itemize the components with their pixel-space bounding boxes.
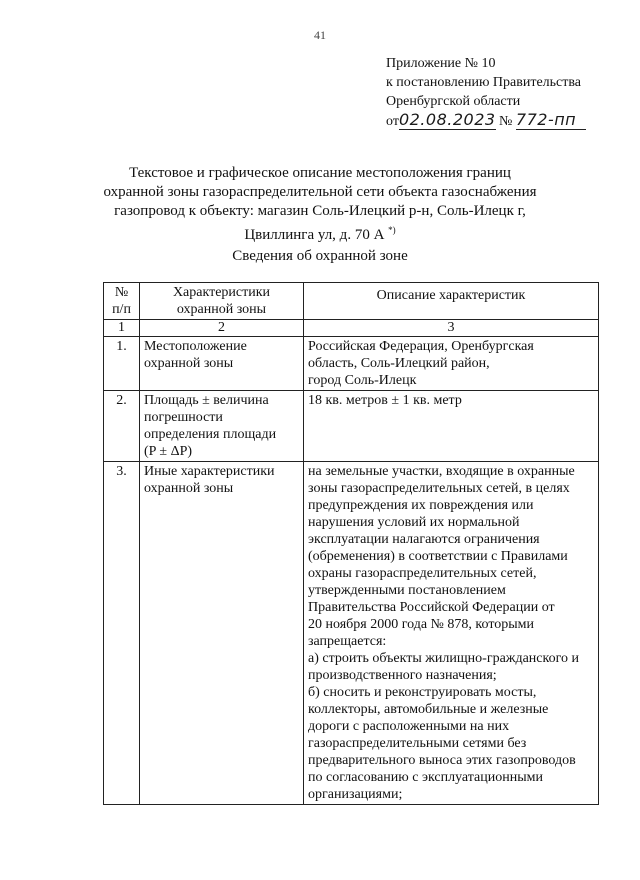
index-cell-3: 3 xyxy=(304,320,599,337)
table-row xyxy=(104,337,599,391)
appendix-block xyxy=(386,54,636,131)
handwritten-date: 02.08.2023 xyxy=(398,110,496,129)
row-1-char-line: Местоположение xyxy=(144,339,247,354)
page-number: 41 xyxy=(314,28,326,42)
row-3-desc-line: газораспределительными сетями без xyxy=(308,736,527,751)
row-1-char-line: охранной зоны xyxy=(144,356,234,371)
row-2-char-line: Площадь ± величина xyxy=(144,393,269,408)
row-3-desc-line: организациями; xyxy=(308,787,403,802)
appendix-region: Оренбургской области xyxy=(386,94,521,109)
title-line-4-text: Цвиллинга ул, д. 70 А xyxy=(244,227,385,243)
header-characteristics-line-1: Характеристики xyxy=(172,285,271,300)
row-1-number: 1. xyxy=(104,337,140,391)
row-3-desc-line: зоны газораспределительных сетей, в целях xyxy=(308,481,570,496)
row-1-desc-line: область, Соль-Илецкий район, xyxy=(308,356,490,371)
title-line-4 xyxy=(0,221,640,245)
row-3-desc-line: эксплуатации налагаются ограничения xyxy=(308,532,540,547)
row-2-char-line: определения площади xyxy=(144,427,277,442)
table-header-row xyxy=(104,283,599,320)
row-2-char-line: (P ± ΔP) xyxy=(144,444,193,459)
row-3-desc-line: по согласованию с эксплуатационными xyxy=(308,770,543,785)
row-3-desc-line: Правительства Российской Федерации от xyxy=(308,600,555,615)
row-2-characteristic xyxy=(140,391,304,462)
row-3-number: 3. xyxy=(104,462,140,805)
row-3-desc-line: утвержденными постановлением xyxy=(308,583,506,598)
header-number-line-2: п/п xyxy=(112,302,131,317)
table-row xyxy=(104,391,599,462)
row-1-desc-line: город Соль-Илецк xyxy=(308,373,417,388)
row-3-desc-line: б) сносить и реконструировать мосты, xyxy=(308,685,537,700)
date-prefix: от xyxy=(386,114,399,129)
row-3-desc-line: (обременения) в соответствии с Правилами xyxy=(308,549,568,564)
row-3-desc-line: охраны газораспределительных сетей, xyxy=(308,566,537,581)
row-3-desc-line: запрещается: xyxy=(308,634,387,649)
row-3-char-line: охранной зоны xyxy=(144,481,234,496)
table-row xyxy=(104,462,599,805)
number-prefix: № xyxy=(499,114,513,129)
row-2-desc-line: 18 кв. метров ± 1 кв. метр xyxy=(308,393,462,408)
row-3-desc-line: дороги с расположенными на них xyxy=(308,719,510,734)
zone-info-table xyxy=(103,282,599,805)
row-3-desc-line: производственного назначения; xyxy=(308,668,497,683)
title-line-1: Текстовое и графическое описание местоположения границ xyxy=(129,165,511,181)
header-number-line-1: № xyxy=(114,285,129,300)
title-line-3: газопровод к объекту: магазин Соль-Илецкий р-н, Соль-Илецк г, xyxy=(114,203,526,219)
header-number xyxy=(104,283,140,320)
header-characteristics-line-2: охранной зоны xyxy=(176,302,267,317)
row-3-desc-line: предупреждения их повреждения или xyxy=(308,498,534,513)
footnote-mark: *) xyxy=(388,225,396,235)
document-title xyxy=(0,164,640,245)
row-3-desc-line: предварительного выноса этих газопроводов xyxy=(308,753,576,768)
row-2-char-line: погрешности xyxy=(144,410,223,425)
section-heading: Сведения об охранной зоне xyxy=(232,248,408,264)
row-2-description xyxy=(304,391,599,462)
index-cell-1: 1 xyxy=(104,320,140,337)
header-description: Описание характеристик xyxy=(304,283,599,320)
table-index-row xyxy=(104,320,599,337)
appendix-resolution: к постановлению Правительства xyxy=(386,75,582,90)
row-3-desc-line: на земельные участки, входящие в охранные xyxy=(308,464,575,479)
row-3-desc-line: 20 ноября 2000 года № 878, которыми xyxy=(308,617,535,632)
row-1-desc-line: Российская Федерация, Оренбургская xyxy=(308,339,534,354)
handwritten-number: 772-пп xyxy=(516,111,586,130)
row-3-desc-line: а) строить объекты жилищно-гражданского и xyxy=(308,651,579,666)
row-1-description xyxy=(304,337,599,391)
header-characteristics xyxy=(140,283,304,320)
row-1-characteristic xyxy=(140,337,304,391)
appendix-title: Приложение № 10 xyxy=(386,56,496,71)
row-3-desc-line: нарушения условий их нормальной xyxy=(308,515,520,530)
row-3-char-line: Иные характеристики xyxy=(144,464,275,479)
title-line-2: охранной зоны газораспределительной сети объекта газоснабжения xyxy=(103,184,537,200)
index-cell-2: 2 xyxy=(140,320,304,337)
row-3-description xyxy=(304,462,599,805)
appendix-date-line xyxy=(386,111,636,131)
row-3-characteristic xyxy=(140,462,304,805)
row-3-desc-line: коллекторы, автомобильные и железные xyxy=(308,702,549,717)
row-2-number: 2. xyxy=(104,391,140,462)
